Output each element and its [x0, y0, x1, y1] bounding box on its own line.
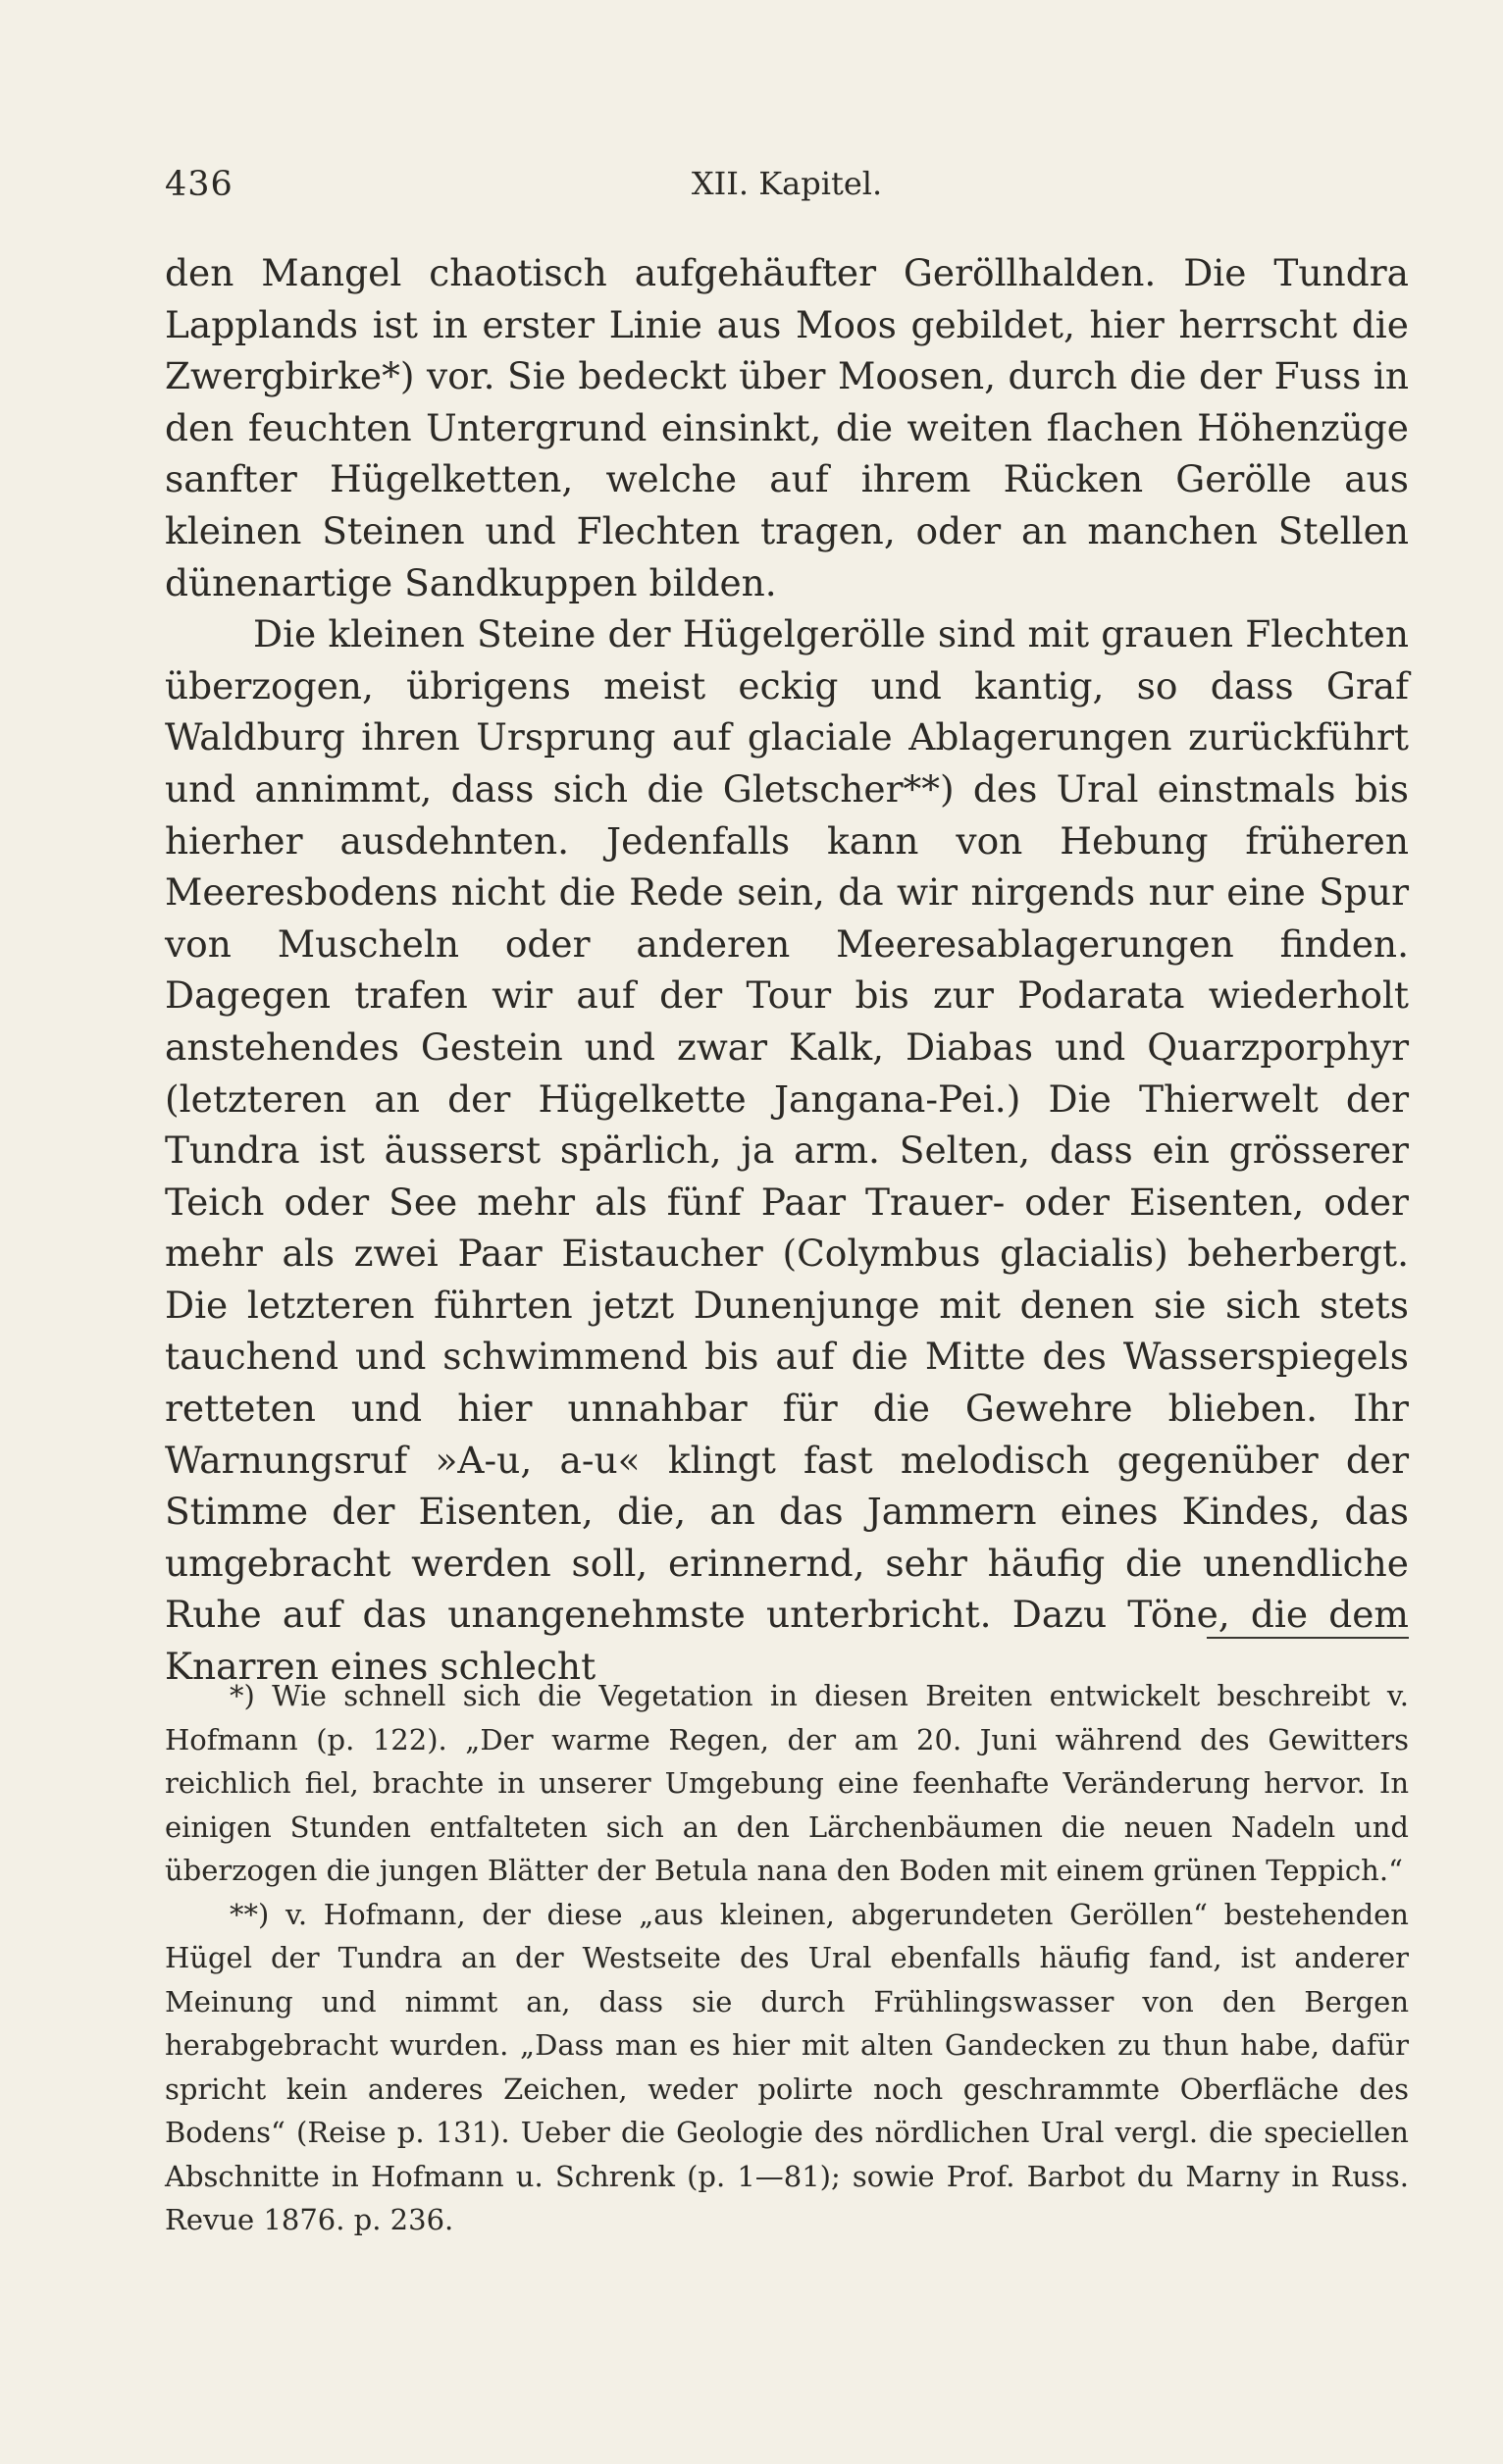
running-head: [165, 165, 1409, 214]
footnotes: [165, 1674, 1409, 2242]
main-text: [165, 247, 1409, 1693]
footnote-divider: [1207, 1637, 1409, 1639]
footnote: **) v. Hofmann, der diese „aus kleinen, abgerundeten Geröllen“ bestehenden Hügel der Tundra an der Westseite des Ural ebenfalls häufig fand, ist anderer Meinung und nimmt an, dass sie durch Frühlingswasser von den Bergen herabgebracht wurden. „Dass man es hier mit alten Gandecken zu thun habe, dafür spricht kein anderes Zeichen, weder polirte noch geschrammte Oberfläche des Bodens“ (Reise p. 131). Ueber die Geologie des nördlichen Ural vergl. die speciellen Abschnitte in Hofmann u. Schrenk (p. 1—81); sowie Prof. Barbot du Marny in Russ. Revue 1876. p. 236.: [165, 1897, 1409, 2236]
page-number: 436: [165, 165, 233, 204]
footnote: *) Wie schnell sich die Vegetation in diesen Breiten entwickelt beschreibt v. Hofmann (p. 122). „Der warme Regen, der am 20. Juni während des Gewitters reichlich fiel, brachte in unserer Umgebung eine feenhafte Veränderung hervor. In einigen Stunden entfalteten sich an den Lärchenbäumen die neuen Nadeln und überzogen die jungen Blätter der Betula nana den Boden mit einem grünen Teppich.“: [165, 1679, 1409, 1887]
paragraph: Die kleinen Steine der Hügelgerölle sind mit grauen Flechten überzogen, übrigens meist eckig und kantig, so dass Graf Waldburg ihren Ursprung auf glaciale Ablagerungen zurückführt und annimmt, dass sich die Gletscher**) des Ural einstmals bis hierher ausdehnten. Jedenfalls kann von Hebung früheren Meeresbodens nicht die Rede sein, da wir nirgends nur eine Spur von Muscheln oder anderen Meeresablagerungen finden. Dagegen trafen wir auf der Tour bis zur Podarata wiederholt anstehendes Gestein und zwar Kalk, Diabas und Quarzporphyr (letzteren an der Hügelkette Jangana-Pei.) Die Thierwelt der Tundra ist äusserst spärlich, ja arm. Selten, dass ein grösserer Teich oder See mehr als fünf Paar Trauer- oder Eisenten, oder mehr als zwei Paar Eistaucher (Colymbus glacialis) beherbergt. Die letzteren führten jetzt Dunenjunge mit denen sie sich stets tauchend und schwimmend bis auf die Mitte des Wasserspiegels retteten und hier unnahbar für die Gewehre blieben. Ihr Warnungsruf »A-u, a-u« klingt fast melodisch gegenüber der Stimme der Eisenten, die, an das Jammern eines Kindes, das umgebracht werden soll, erinnernd, sehr häufig die unendliche Ruhe auf das unangenehmste unterbricht. Dazu Töne, die dem Knarren eines schlecht: [165, 612, 1409, 1689]
paragraph: den Mangel chaotisch aufgehäufter Geröllhalden. Die Tundra Lapplands ist in erster Linie aus Moos gebildet, hier herrscht die Zwergbirke*) vor. Sie bedeckt über Moosen, durch die der Fuss in den feuchten Untergrund einsinkt, die weiten flachen Höhenzüge sanfter Hügelketten, welche auf ihrem Rücken Gerölle aus kleinen Steinen und Flechten tragen, oder an manchen Stellen dünenartige Sandkuppen bilden.: [165, 251, 1409, 604]
chapter-title: XII. Kapitel.: [691, 165, 883, 202]
